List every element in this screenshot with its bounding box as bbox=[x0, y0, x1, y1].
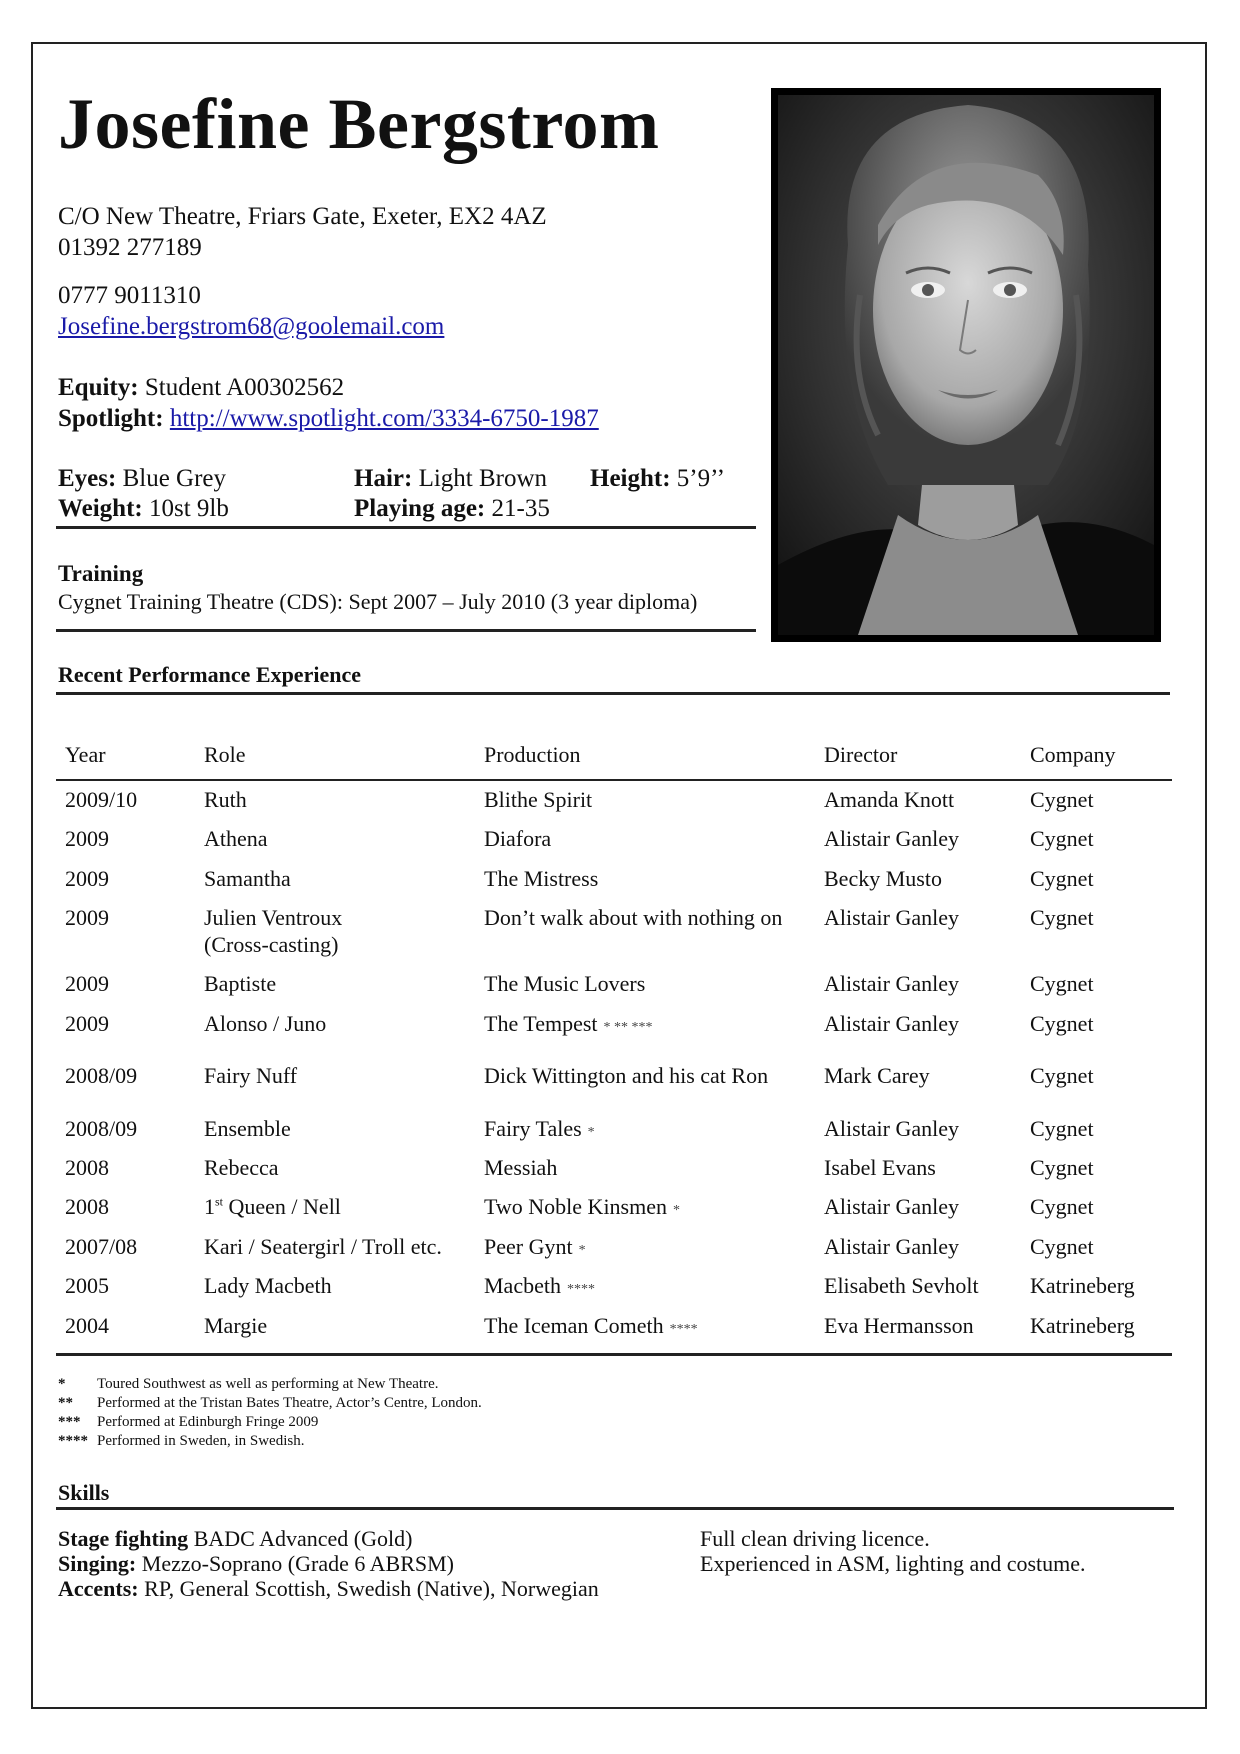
row-company: Cygnet bbox=[1030, 1011, 1094, 1036]
footnote-marks: * bbox=[578, 1243, 586, 1258]
row-production bbox=[484, 1234, 586, 1260]
row-director: Alistair Ganley bbox=[824, 1234, 960, 1259]
row-director: Mark Carey bbox=[824, 1063, 930, 1088]
portrait-image bbox=[778, 95, 1154, 635]
footnote-text: Performed in Sweden, in Swedish. bbox=[97, 1433, 305, 1449]
row-role: Margie bbox=[204, 1313, 268, 1338]
production-title: The Tempest bbox=[484, 1011, 598, 1036]
row-year: 2009 bbox=[65, 971, 109, 996]
singing-label: Singing: bbox=[58, 1551, 137, 1576]
role-ordinal: st bbox=[215, 1194, 224, 1209]
singing-value: Mezzo-Soprano (Grade 6 ABRSM) bbox=[136, 1551, 454, 1576]
col-header-company: Company bbox=[1030, 742, 1116, 767]
hair-value: Light Brown bbox=[418, 465, 548, 492]
col-header-director: Director bbox=[824, 742, 898, 767]
row-production bbox=[484, 866, 598, 892]
row-director: Alistair Ganley bbox=[824, 971, 960, 996]
equity-line bbox=[58, 375, 344, 400]
row-production bbox=[484, 1313, 698, 1339]
row-year: 2009 bbox=[65, 826, 109, 851]
address: C/O New Theatre, Friars Gate, Exeter, EX2 4AZ bbox=[58, 203, 547, 230]
row-year: 2009 bbox=[65, 866, 109, 891]
row-production bbox=[484, 1116, 595, 1142]
row-director: Alistair Ganley bbox=[824, 1194, 960, 1219]
height-label: Height: bbox=[590, 465, 671, 492]
skills-heading: Skills bbox=[58, 1480, 110, 1505]
row-production bbox=[484, 787, 592, 813]
accents-value: RP, General Scottish, Swedish (Native), Norwegian bbox=[138, 1576, 599, 1601]
row-company: Katrineberg bbox=[1030, 1313, 1135, 1338]
row-year: 2005 bbox=[65, 1273, 109, 1298]
row-director: Amanda Knott bbox=[824, 787, 955, 812]
production-title: Messiah bbox=[484, 1155, 558, 1180]
eyes-label: Eyes: bbox=[58, 465, 117, 492]
row-company: Cygnet bbox=[1030, 905, 1094, 930]
spotlight-line bbox=[58, 406, 599, 431]
row-director: Alistair Ganley bbox=[824, 826, 960, 851]
production-title: Two Noble Kinsmen bbox=[484, 1194, 667, 1219]
row-director: Alistair Ganley bbox=[824, 1116, 960, 1141]
row-role-note: (Cross-casting) bbox=[204, 932, 339, 957]
production-title: Dick Wittington and his cat Ron bbox=[484, 1063, 769, 1088]
training-text: Cygnet Training Theatre (CDS): Sept 2007 – July 2010 (3 year diploma) bbox=[58, 589, 698, 614]
row-year: 2004 bbox=[65, 1313, 109, 1338]
spotlight-label: Spotlight: bbox=[58, 405, 164, 432]
row-role bbox=[204, 1194, 341, 1220]
row-production bbox=[484, 971, 645, 997]
equity-value: Student A00302562 bbox=[144, 374, 345, 401]
eyes-attr bbox=[58, 466, 226, 491]
production-title: Peer Gynt bbox=[484, 1234, 573, 1259]
row-director: Isabel Evans bbox=[824, 1155, 936, 1180]
row-role: Lady Macbeth bbox=[204, 1273, 332, 1298]
row-company: Cygnet bbox=[1030, 1116, 1094, 1141]
hair-attr bbox=[354, 466, 547, 491]
divider-skills bbox=[56, 1507, 1174, 1510]
divider-performance bbox=[56, 692, 1170, 695]
divider-attributes bbox=[56, 526, 756, 529]
production-title: The Music Lovers bbox=[484, 971, 646, 996]
row-director: Eva Hermansson bbox=[824, 1313, 974, 1338]
row-company: Cygnet bbox=[1030, 787, 1094, 812]
row-year: 2008/09 bbox=[65, 1116, 138, 1141]
footnote-marks: * bbox=[587, 1125, 595, 1140]
footnote-text: Toured Southwest as well as performing at New Theatre. bbox=[97, 1376, 439, 1392]
row-company: Cygnet bbox=[1030, 1155, 1094, 1180]
row-year: 2009 bbox=[65, 1011, 109, 1036]
row-director: Elisabeth Sevholt bbox=[824, 1273, 979, 1298]
row-production bbox=[484, 1194, 680, 1220]
row-director: Alistair Ganley bbox=[824, 905, 960, 930]
table-header-rule bbox=[56, 779, 1172, 781]
height-value: 5’9’’ bbox=[676, 465, 725, 492]
performance-heading: Recent Performance Experience bbox=[58, 662, 361, 687]
row-role: Kari / Seatergirl / Troll etc. bbox=[204, 1234, 442, 1259]
stage-fighting-value: BADC Advanced (Gold) bbox=[188, 1526, 413, 1551]
skill-asm: Experienced in ASM, lighting and costume. bbox=[700, 1551, 1086, 1576]
skill-driving: Full clean driving licence. bbox=[700, 1526, 930, 1551]
footnote-mark: **** bbox=[58, 1433, 88, 1449]
phone-mobile: 0777 9011310 bbox=[58, 282, 201, 309]
footnote-mark: ** bbox=[58, 1395, 73, 1411]
equity-label: Equity: bbox=[58, 374, 139, 401]
row-company: Cygnet bbox=[1030, 971, 1094, 996]
eyes-value: Blue Grey bbox=[122, 465, 227, 492]
footnote-text: Performed at Edinburgh Fringe 2009 bbox=[97, 1414, 319, 1430]
row-year: 2009/10 bbox=[65, 787, 138, 812]
row-role: Alonso / Juno bbox=[204, 1011, 327, 1036]
height-attr bbox=[590, 466, 725, 491]
col-header-year: Year bbox=[65, 742, 106, 767]
production-title: Diafora bbox=[484, 826, 552, 851]
row-production bbox=[484, 905, 782, 931]
row-director: Alistair Ganley bbox=[824, 1011, 960, 1036]
row-role: Ensemble bbox=[204, 1116, 291, 1141]
footnote-text: Performed at the Tristan Bates Theatre, Actor’s Centre, London. bbox=[97, 1395, 482, 1411]
row-company: Cygnet bbox=[1030, 1234, 1094, 1259]
row-production bbox=[484, 826, 551, 852]
row-company: Katrineberg bbox=[1030, 1273, 1135, 1298]
role-text-rest: Queen / Nell bbox=[223, 1194, 341, 1219]
playing-age-attr bbox=[354, 496, 550, 521]
accents-label: Accents: bbox=[58, 1576, 139, 1601]
footnote-marks: **** bbox=[669, 1322, 698, 1337]
row-year: 2007/08 bbox=[65, 1234, 138, 1259]
row-year: 2009 bbox=[65, 905, 109, 930]
role-text: 1 bbox=[204, 1194, 215, 1219]
weight-label: Weight: bbox=[58, 495, 143, 522]
col-header-role: Role bbox=[204, 742, 246, 767]
row-production bbox=[484, 1273, 595, 1299]
phone-landline: 01392 277189 bbox=[58, 234, 202, 261]
weight-attr bbox=[58, 496, 229, 521]
stage-fighting-label: Stage fighting bbox=[58, 1526, 189, 1551]
skill-stage-fighting bbox=[58, 1526, 412, 1552]
row-role: Baptiste bbox=[204, 971, 277, 996]
row-company: Cygnet bbox=[1030, 866, 1094, 891]
spotlight-link[interactable]: http://www.spotlight.com/3334-6750-1987 bbox=[169, 405, 599, 432]
table-bottom-rule bbox=[56, 1353, 1172, 1356]
footnote-marks: * bbox=[673, 1203, 680, 1218]
row-role: Fairy Nuff bbox=[204, 1063, 298, 1088]
row-year: 2008 bbox=[65, 1194, 109, 1219]
row-role: Rebecca bbox=[204, 1155, 279, 1180]
row-year: 2008/09 bbox=[65, 1063, 138, 1088]
skill-accents bbox=[58, 1576, 599, 1602]
footnote-mark: *** bbox=[58, 1414, 81, 1430]
candidate-name: Josefine Bergstrom bbox=[58, 84, 660, 164]
footnote-mark: * bbox=[58, 1376, 66, 1392]
production-title: Fairy Tales bbox=[484, 1116, 582, 1141]
row-director: Becky Musto bbox=[824, 866, 942, 891]
production-title: Blithe Spirit bbox=[484, 787, 593, 812]
row-role: Ruth bbox=[204, 787, 247, 812]
row-year: 2008 bbox=[65, 1155, 109, 1180]
production-title: Don’t walk about with nothing on bbox=[484, 905, 783, 930]
row-role: Julien Ventroux bbox=[204, 905, 343, 930]
row-role: Athena bbox=[204, 826, 268, 851]
hair-label: Hair: bbox=[354, 465, 413, 492]
headshot-photo bbox=[771, 88, 1161, 642]
training-heading: Training bbox=[58, 561, 144, 586]
footnote-marks: **** bbox=[566, 1282, 595, 1297]
footnote-marks: * ** *** bbox=[603, 1020, 653, 1035]
playing-age-label: Playing age: bbox=[354, 495, 486, 522]
production-title: The Mistress bbox=[484, 866, 599, 891]
production-title: The Iceman Cometh bbox=[484, 1313, 664, 1338]
skill-singing bbox=[58, 1551, 454, 1577]
email-link[interactable]: Josefine.bergstrom68@goolemail.com bbox=[58, 313, 445, 340]
row-company: Cygnet bbox=[1030, 1063, 1094, 1088]
row-company: Cygnet bbox=[1030, 826, 1094, 851]
col-header-production: Production bbox=[484, 742, 581, 767]
weight-value: 10st 9lb bbox=[148, 495, 229, 522]
production-title: Macbeth bbox=[484, 1273, 561, 1298]
divider-training bbox=[56, 629, 756, 632]
row-production bbox=[484, 1063, 768, 1089]
row-production bbox=[484, 1155, 557, 1181]
row-company: Cygnet bbox=[1030, 1194, 1094, 1219]
row-role: Samantha bbox=[204, 866, 291, 891]
playing-age-value: 21-35 bbox=[491, 495, 550, 522]
row-production bbox=[484, 1011, 653, 1037]
